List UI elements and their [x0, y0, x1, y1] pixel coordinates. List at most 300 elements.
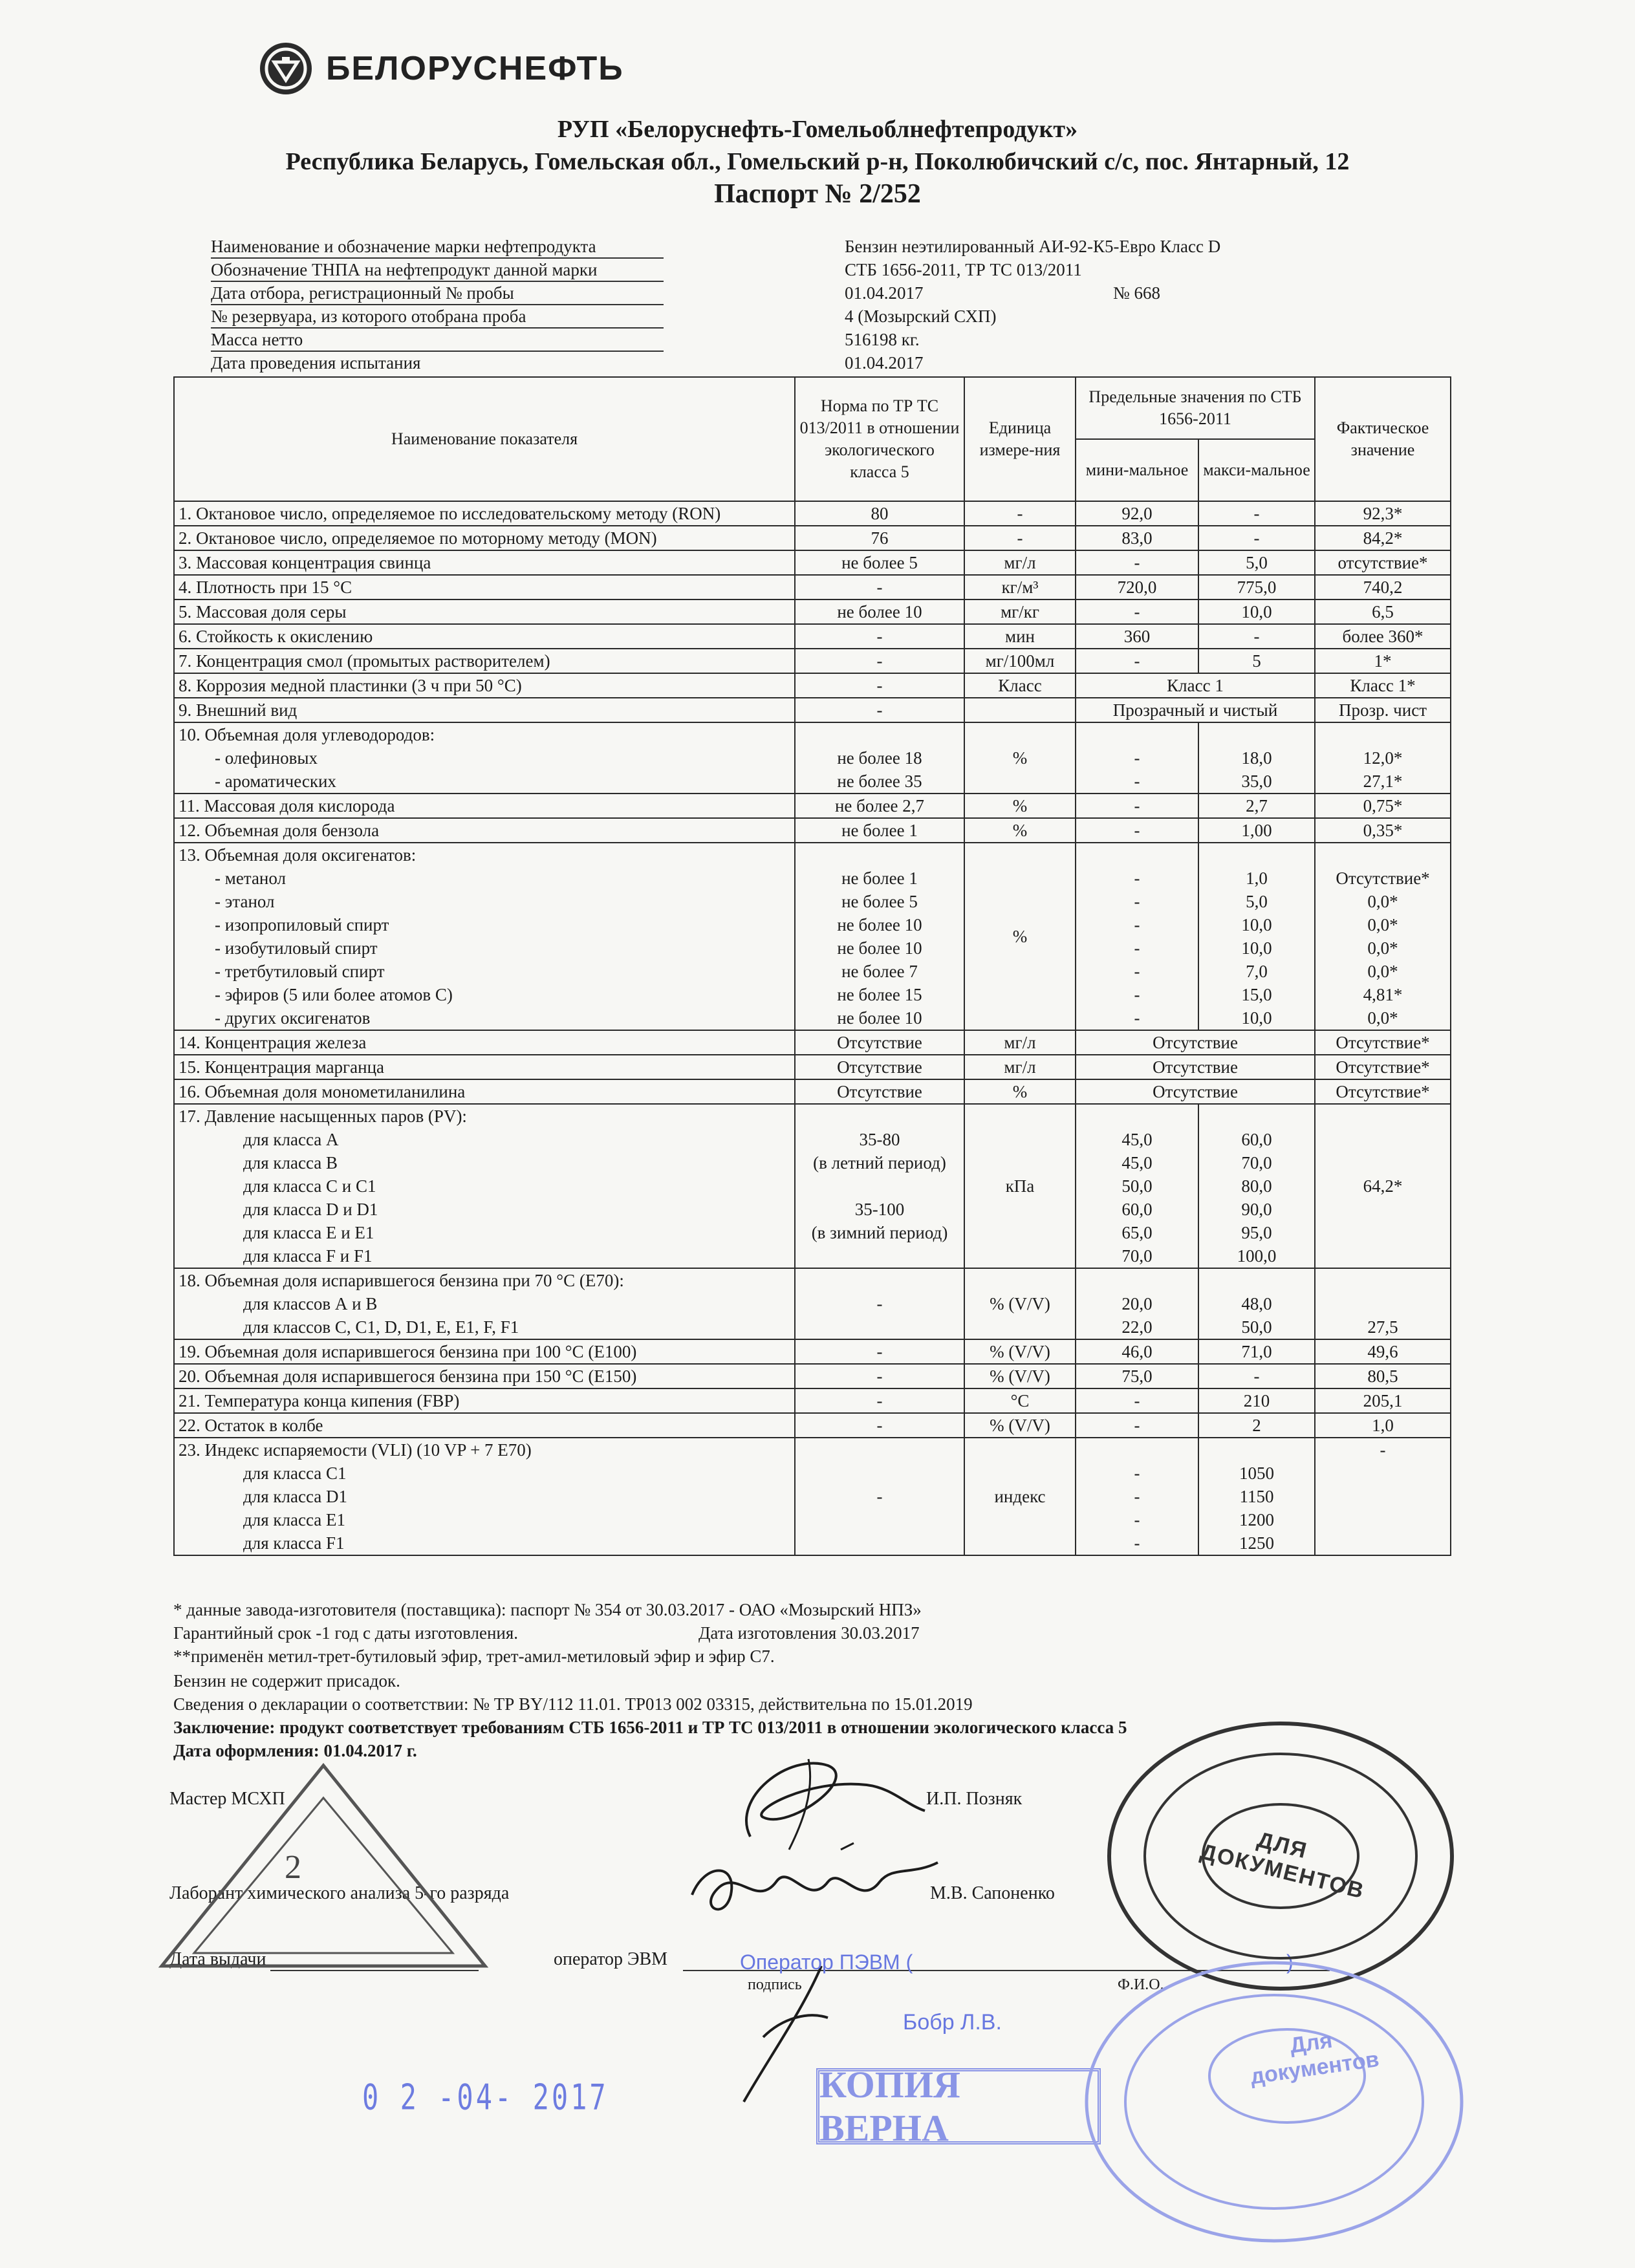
- row-min: [1076, 843, 1198, 1030]
- row-name: [174, 722, 795, 794]
- row-subitem: для класса А: [243, 1130, 339, 1149]
- row-actual-item: 0,0*: [1367, 1008, 1398, 1028]
- col-header-unit: Единица измере-ния: [964, 377, 1076, 501]
- sample-number: № 668: [1113, 283, 1161, 303]
- row-min: -: [1076, 649, 1198, 673]
- row-max: -: [1198, 1364, 1315, 1388]
- table-row: [174, 1339, 1451, 1364]
- meta-row: [211, 260, 1504, 281]
- row-min: [1076, 1438, 1198, 1555]
- row-subitem: для класса Е1: [243, 1510, 345, 1529]
- table-row: [174, 843, 1451, 1030]
- row-unit: °С: [964, 1388, 1076, 1413]
- table-row: [174, 649, 1451, 673]
- table-row: [174, 673, 1451, 698]
- row-norm: -: [795, 1268, 964, 1339]
- meta-label: Наименование и обозначение марки нефтепродукта: [211, 237, 596, 256]
- row-actual: [1315, 843, 1451, 1030]
- row-title: 23. Индекс испаряемости (VLI) (10 VP + 7 Е70): [179, 1440, 532, 1460]
- col-header-min: мини-мальное: [1076, 439, 1198, 501]
- row-title: 10. Объемная доля углеводородов:: [179, 725, 435, 744]
- row-limits: Класс 1: [1076, 673, 1315, 698]
- row-min: 46,0: [1076, 1339, 1198, 1364]
- row-max: 775,0: [1198, 575, 1315, 599]
- row-min: [1076, 1268, 1198, 1339]
- row-name: 22. Остаток в колбе: [174, 1413, 795, 1438]
- triangle-stamp: [155, 1759, 492, 1972]
- row-actual: [1315, 1438, 1451, 1555]
- row-max-item: 80,0: [1241, 1176, 1272, 1196]
- row-subitem: - метанол: [215, 869, 286, 888]
- row-norm: -: [795, 1339, 964, 1364]
- row-actual-item: 0,0*: [1367, 962, 1398, 981]
- row-unit: -: [964, 526, 1076, 550]
- meta-row: [211, 237, 1504, 257]
- row-subitem: для класса Е и Е1: [243, 1223, 374, 1242]
- row-title: 17. Давление насыщенных паров (PV):: [179, 1107, 467, 1126]
- row-subitem: для класса В: [243, 1153, 338, 1172]
- row-subitem: для класса С и С1: [243, 1176, 376, 1196]
- table-row: [174, 624, 1451, 649]
- row-min: -: [1076, 1388, 1198, 1413]
- row-max: [1198, 1268, 1315, 1339]
- organization-title: РУП «Белоруснефть-Гомельоблнефтепродукт»: [557, 116, 1078, 143]
- row-max-item: 100,0: [1237, 1246, 1277, 1266]
- row-unit: % (V/V): [964, 1339, 1076, 1364]
- row-min: -: [1076, 550, 1198, 575]
- row-max: 71,0: [1198, 1339, 1315, 1364]
- row-unit: -: [964, 501, 1076, 526]
- signature-lab: [679, 1837, 951, 1934]
- row-subitem: - изобутиловый спирт: [215, 938, 378, 958]
- row-name: 3. Массовая концентрация свинца: [174, 550, 795, 575]
- row-name: 4. Плотность при 15 °С: [174, 575, 795, 599]
- row-norm: -: [795, 1438, 964, 1555]
- row-unit: мг/л: [964, 1030, 1076, 1055]
- passport-number: Паспорт № 2/252: [714, 179, 921, 209]
- organization-address: Республика Беларусь, Гомельская обл., Гомельский р-н, Поколюбичский с/с, пос. Янтарный, 12: [285, 148, 1350, 175]
- declaration-info: Сведения о декларации о соответствии: № ТР BY/112 11.01. ТР013 002 03315, действительна по 15.01.2019: [173, 1694, 973, 1714]
- row-norm: [795, 1104, 964, 1268]
- row-max-item: 1,0: [1246, 869, 1268, 888]
- row-name: 6. Стойкость к окислению: [174, 624, 795, 649]
- row-norm-item: (в зимний период): [811, 1223, 948, 1242]
- row-name: 21. Температура конца кипения (FBP): [174, 1388, 795, 1413]
- row-norm-item: не более 10: [837, 1008, 922, 1028]
- row-min-item: -: [1134, 772, 1140, 791]
- row-norm: -: [795, 624, 964, 649]
- row-subitem: для класса D1: [243, 1487, 347, 1506]
- row-subitem: - олефиновых: [215, 748, 318, 768]
- meta-row: [211, 330, 1504, 351]
- row-name: [174, 1268, 795, 1339]
- row-actual-item: -: [1380, 1440, 1386, 1460]
- fio-caption: Ф.И.О.: [1118, 1976, 1164, 1993]
- operator-label: оператор ЭВМ: [554, 1949, 668, 1969]
- row-min: [1076, 1104, 1198, 1268]
- row-actual-item: 27,5: [1367, 1317, 1398, 1337]
- row-norm: -: [795, 575, 964, 599]
- lab-label: Лаборант химического анализа 5-го разряда: [169, 1883, 510, 1903]
- col-header-name: Наименование показателя: [174, 377, 795, 501]
- row-actual: 64,2*: [1315, 1104, 1451, 1268]
- row-max: 2,7: [1198, 794, 1315, 818]
- row-min-item: -: [1134, 1008, 1140, 1028]
- row-subitem: - ароматических: [215, 772, 336, 791]
- row-title: 18. Объемная доля испарившегося бензина при 70 °С (Е70):: [179, 1271, 624, 1290]
- round-seal-copy-stamp: [1074, 1953, 1475, 2251]
- row-actual: [1315, 1268, 1451, 1339]
- row-max-item: 48,0: [1241, 1294, 1272, 1313]
- row-norm-item: не более 5: [841, 892, 918, 911]
- row-max: -: [1198, 526, 1315, 550]
- row-norm-item: не более 10: [837, 938, 922, 958]
- meta-label: Дата проведения испытания: [211, 353, 421, 373]
- row-norm: не более 5: [795, 550, 964, 575]
- row-actual: 92,3*: [1315, 501, 1451, 526]
- row-min: 83,0: [1076, 526, 1198, 550]
- row-actual: Отсутствие*: [1315, 1055, 1451, 1079]
- operator-stamp-close: ): [1286, 1950, 1294, 1974]
- row-unit: %: [964, 818, 1076, 843]
- row-unit: мг/кг: [964, 599, 1076, 624]
- row-min-item: 50,0: [1121, 1176, 1153, 1196]
- row-max-item: 35,0: [1241, 772, 1272, 791]
- row-actual: 80,5: [1315, 1364, 1451, 1388]
- table-row: [174, 526, 1451, 550]
- row-min-item: 65,0: [1121, 1223, 1153, 1242]
- row-max: [1198, 722, 1315, 794]
- col-header-max: макси-мальное: [1198, 439, 1315, 501]
- table-row: [174, 501, 1451, 526]
- meta-value: 4 (Мозырский СХП): [845, 307, 997, 326]
- row-norm: Отсутствие: [795, 1055, 964, 1079]
- row-norm: не более 10: [795, 599, 964, 624]
- table-row: [174, 1055, 1451, 1079]
- col-header-norm: Норма по ТР ТС 013/2011 в отношении экологического класса 5: [795, 377, 964, 501]
- certified-copy-stamp: КОПИЯ ВЕРНА: [816, 2068, 1101, 2144]
- row-actual: Прозр. чист: [1315, 698, 1451, 722]
- row-unit: %: [964, 722, 1076, 794]
- row-norm: 76: [795, 526, 964, 550]
- table-row: [174, 550, 1451, 575]
- manufacture-date: Дата изготовления 30.03.2017: [698, 1623, 920, 1643]
- row-min-item: -: [1134, 962, 1140, 981]
- row-max: 5: [1198, 649, 1315, 673]
- row-name: 8. Коррозия медной пластинки (3 ч при 50 °С): [174, 673, 795, 698]
- row-max-item: 1050: [1239, 1463, 1274, 1483]
- row-subitem: для класса D и D1: [243, 1200, 378, 1219]
- warranty-note: Гарантийный срок -1 год с даты изготовления.: [173, 1623, 519, 1643]
- row-max-item: 10,0: [1241, 938, 1272, 958]
- row-name: [174, 843, 795, 1030]
- row-actual: 49,6: [1315, 1339, 1451, 1364]
- row-max-item: 15,0: [1241, 985, 1272, 1004]
- row-unit: мг/л: [964, 1055, 1076, 1079]
- meta-label: Обозначение ТНПА на нефтепродукт данной марки: [211, 260, 598, 279]
- row-max-item: 1200: [1239, 1510, 1274, 1529]
- row-max-item: 7,0: [1246, 962, 1268, 981]
- row-max: 2: [1198, 1413, 1315, 1438]
- meta-label: № резервуара, из которого отобрана проба: [211, 307, 526, 326]
- row-actual: Класс 1*: [1315, 673, 1451, 698]
- row-unit: мин: [964, 624, 1076, 649]
- row-max-item: 1150: [1239, 1487, 1274, 1506]
- row-min-item: 45,0: [1121, 1153, 1153, 1172]
- row-norm: -: [795, 1413, 964, 1438]
- row-norm-item: 35-100: [854, 1200, 905, 1219]
- row-norm-item: не более 10: [837, 915, 922, 934]
- logo-text: БЕЛОРУСНЕФТЬ: [326, 50, 624, 87]
- row-name: 16. Объемная доля монометиланилина: [174, 1079, 795, 1104]
- table-row: [174, 575, 1451, 599]
- row-norm-item: не более 35: [837, 772, 922, 791]
- row-subitem: для класса F и F1: [243, 1246, 373, 1266]
- table-row: [174, 1388, 1451, 1413]
- issue-date-label: Дата выдачи: [169, 1949, 266, 1969]
- row-norm-item: не более 1: [841, 869, 918, 888]
- row-name: 2. Октановое число, определяемое по моторному методу (MON): [174, 526, 795, 550]
- row-subitem: - изопропиловый спирт: [215, 915, 389, 934]
- row-unit: мг/л: [964, 550, 1076, 575]
- row-max-item: 10,0: [1241, 915, 1272, 934]
- row-actual-item: 4,81*: [1363, 985, 1403, 1004]
- row-max-item: 1250: [1239, 1533, 1274, 1553]
- row-limits: Отсутствие: [1076, 1030, 1315, 1055]
- triangle-stamp-number: 2: [285, 1849, 301, 1886]
- table-row: [174, 794, 1451, 818]
- issue-date: Дата оформления: 01.04.2017 г.: [173, 1741, 417, 1760]
- table-row: [174, 1438, 1451, 1555]
- row-min: -: [1076, 818, 1198, 843]
- meta-label: Масса нетто: [211, 330, 303, 349]
- row-max: 1,00: [1198, 818, 1315, 843]
- row-actual: 1*: [1315, 649, 1451, 673]
- test-results-table: [173, 376, 1451, 1556]
- lab-name: М.В. Сапоненко: [930, 1883, 1055, 1903]
- row-max: [1198, 1438, 1315, 1555]
- row-unit: %: [964, 794, 1076, 818]
- row-norm-item: не более 15: [837, 985, 922, 1004]
- row-min-item: 20,0: [1121, 1294, 1153, 1313]
- row-min-item: -: [1134, 1487, 1140, 1506]
- row-subitem: - третбутиловый спирт: [215, 962, 385, 981]
- row-actual: 0,75*: [1315, 794, 1451, 818]
- meta-value: 516198 кг.: [845, 330, 920, 349]
- row-name: 9. Внешний вид: [174, 698, 795, 722]
- meta-value: 01.04.2017: [845, 353, 924, 373]
- row-norm: 80: [795, 501, 964, 526]
- row-min-item: -: [1134, 1463, 1140, 1483]
- master-name: И.П. Позняк: [926, 1789, 1023, 1809]
- row-max-item: 5,0: [1246, 892, 1268, 911]
- table-row: [174, 698, 1451, 722]
- row-norm: не более 1: [795, 818, 964, 843]
- row-name: 19. Объемная доля испарившегося бензина при 100 °С (Е100): [174, 1339, 795, 1364]
- meta-value: Бензин неэтилированный АИ-92-К5-Евро Класс D: [845, 237, 1221, 256]
- row-min: -: [1076, 1413, 1198, 1438]
- table-row: [174, 599, 1451, 624]
- row-actual: Отсутствие*: [1315, 1079, 1451, 1104]
- row-name: 7. Концентрация смол (промытых растворителем): [174, 649, 795, 673]
- table-row: [174, 1030, 1451, 1055]
- row-actual: 84,2*: [1315, 526, 1451, 550]
- operator-name-stamp: Бобр Л.В.: [903, 2010, 1002, 2035]
- row-max: -: [1198, 624, 1315, 649]
- row-actual: 740,2: [1315, 575, 1451, 599]
- row-subitem: - эфиров (5 или более атомов С): [215, 985, 453, 1004]
- row-max: 10,0: [1198, 599, 1315, 624]
- date-stamp: 0 2 -04- 2017: [362, 2076, 609, 2118]
- row-unit: % (V/V): [964, 1268, 1076, 1339]
- row-actual: 6,5: [1315, 599, 1451, 624]
- row-actual: 205,1: [1315, 1388, 1451, 1413]
- row-unit: % (V/V): [964, 1364, 1076, 1388]
- row-max-item: 50,0: [1241, 1317, 1272, 1337]
- row-norm: -: [795, 1364, 964, 1388]
- row-norm-item: (в летний период): [813, 1153, 946, 1172]
- row-subitem: для класса F1: [243, 1533, 345, 1553]
- row-min-item: -: [1134, 869, 1140, 888]
- row-name: 14. Концентрация железа: [174, 1030, 795, 1055]
- row-min-item: -: [1134, 938, 1140, 958]
- row-min: 75,0: [1076, 1364, 1198, 1388]
- col-header-limits: Предельные значения по СТБ 1656-2011: [1076, 377, 1315, 439]
- row-limits: Отсутствие: [1076, 1079, 1315, 1104]
- row-subitem: для классов С, С1, D, D1, Е, Е1, F, F1: [243, 1317, 519, 1337]
- row-max-item: 60,0: [1241, 1130, 1272, 1149]
- operator-stamp-text: Оператор ПЭВМ (: [740, 1950, 913, 1974]
- row-name: 5. Массовая доля серы: [174, 599, 795, 624]
- signature-caption: подпись: [748, 1976, 802, 1993]
- row-norm: Отсутствие: [795, 1079, 964, 1104]
- row-norm-item: не более 7: [841, 962, 918, 981]
- row-norm-item: 35-80: [859, 1130, 900, 1149]
- row-norm: -: [795, 673, 964, 698]
- row-min-item: -: [1134, 892, 1140, 911]
- table-row: [174, 1413, 1451, 1438]
- row-actual-item: 27,1*: [1363, 772, 1403, 791]
- row-norm: -: [795, 1388, 964, 1413]
- row-norm: -: [795, 698, 964, 722]
- conclusion: Заключение: продукт соответствует требованиям СТБ 1656-2011 и ТР ТС 013/2011 в отношении экологического класса 5: [173, 1718, 1127, 1737]
- row-max: [1198, 843, 1315, 1030]
- row-unit: индекс: [964, 1438, 1076, 1555]
- row-name: 11. Массовая доля кислорода: [174, 794, 795, 818]
- row-norm: не более 2,7: [795, 794, 964, 818]
- table-row: [174, 1104, 1451, 1268]
- row-actual: Отсутствие*: [1315, 1030, 1451, 1055]
- row-name: 15. Концентрация марганца: [174, 1055, 795, 1079]
- row-unit: мг/100мл: [964, 649, 1076, 673]
- row-unit: %: [964, 843, 1076, 1030]
- row-subitem: - других оксигенатов: [215, 1008, 371, 1028]
- row-min: 92,0: [1076, 501, 1198, 526]
- row-max: -: [1198, 501, 1315, 526]
- row-min: 720,0: [1076, 575, 1198, 599]
- row-max-item: 18,0: [1241, 748, 1272, 768]
- row-name: 12. Объемная доля бензола: [174, 818, 795, 843]
- row-unit: кг/м³: [964, 575, 1076, 599]
- row-min-item: 60,0: [1121, 1200, 1153, 1219]
- table-row: [174, 722, 1451, 794]
- row-min-item: -: [1134, 1510, 1140, 1529]
- row-actual-item: 0,0*: [1367, 915, 1398, 934]
- round-seal-text: ДЛЯ ДОКУМЕНТОВ: [1198, 1827, 1367, 1904]
- table-row: [174, 1268, 1451, 1339]
- note-manufacturer: * данные завода-изготовителя (поставщика): паспорт № 354 от 30.03.2017 - ОАО «Мозырский НПЗ»: [173, 1600, 922, 1619]
- row-max-item: 95,0: [1241, 1223, 1272, 1242]
- row-min-item: -: [1134, 985, 1140, 1004]
- row-actual-item: 12,0*: [1363, 748, 1403, 768]
- row-norm: Отсутствие: [795, 1030, 964, 1055]
- row-actual-item: 0,0*: [1367, 938, 1398, 958]
- row-unit: %: [964, 1079, 1076, 1104]
- row-min: -: [1076, 599, 1198, 624]
- row-min-item: -: [1134, 915, 1140, 934]
- row-subitem: для классов А и В: [243, 1294, 378, 1313]
- note-additives: **применён метил-трет-бутиловый эфир, трет-амил-метиловый эфир и эфир С7.: [173, 1647, 775, 1666]
- row-norm: -: [795, 649, 964, 673]
- row-unit: кПа: [964, 1104, 1076, 1268]
- row-min-item: 70,0: [1121, 1246, 1153, 1266]
- row-max: 5,0: [1198, 550, 1315, 575]
- row-norm-item: не более 18: [837, 748, 922, 768]
- logo: [257, 40, 624, 97]
- meta-label: Дата отбора, регистрационный № пробы: [211, 283, 514, 303]
- row-actual: 0,35*: [1315, 818, 1451, 843]
- round-seal-copy-text: Для документов: [1248, 2027, 1381, 2090]
- row-actual-item: 0,0*: [1367, 892, 1398, 911]
- row-unit: [964, 698, 1076, 722]
- row-name: [174, 1104, 795, 1268]
- row-min-item: 45,0: [1121, 1130, 1153, 1149]
- meta-value: СТБ 1656-2011, ТР ТС 013/2011: [845, 260, 1082, 279]
- table-row: [174, 818, 1451, 843]
- master-label: Мастер МСХП: [169, 1789, 285, 1809]
- row-max-item: 90,0: [1241, 1200, 1272, 1219]
- row-subitem: - этанол: [215, 892, 275, 911]
- row-actual: более 360*: [1315, 624, 1451, 649]
- row-subitem: для класса С1: [243, 1463, 347, 1483]
- row-min: 360: [1076, 624, 1198, 649]
- row-max-item: 10,0: [1241, 1008, 1272, 1028]
- note-no-additives: Бензин не содержит присадок.: [173, 1671, 400, 1690]
- table-row: [174, 1079, 1451, 1104]
- col-header-actual: Фактическое значение: [1315, 377, 1451, 501]
- row-limits: Прозрачный и чистый: [1076, 698, 1315, 722]
- meta-row: [211, 307, 1504, 327]
- row-min-item: -: [1134, 1533, 1140, 1553]
- row-max-item: 70,0: [1241, 1153, 1272, 1172]
- row-title: 13. Объемная доля оксигенатов:: [179, 845, 417, 865]
- belorusneft-emblem-icon: [257, 40, 314, 97]
- table-row: [174, 1364, 1451, 1388]
- meta-value: 01.04.2017: [845, 283, 924, 303]
- row-min-item: 22,0: [1121, 1317, 1153, 1337]
- row-max: [1198, 1104, 1315, 1268]
- row-actual-item: Отсутствие*: [1336, 869, 1430, 888]
- meta-row: [211, 283, 1504, 304]
- row-unit: Класс: [964, 673, 1076, 698]
- row-actual: 1,0: [1315, 1413, 1451, 1438]
- meta-row: [211, 353, 1504, 374]
- row-limits: Отсутствие: [1076, 1055, 1315, 1079]
- row-name: 1. Октановое число, определяемое по исследовательскому методу (RON): [174, 501, 795, 526]
- row-norm: [795, 722, 964, 794]
- row-actual: [1315, 722, 1451, 794]
- row-name: [174, 1438, 795, 1555]
